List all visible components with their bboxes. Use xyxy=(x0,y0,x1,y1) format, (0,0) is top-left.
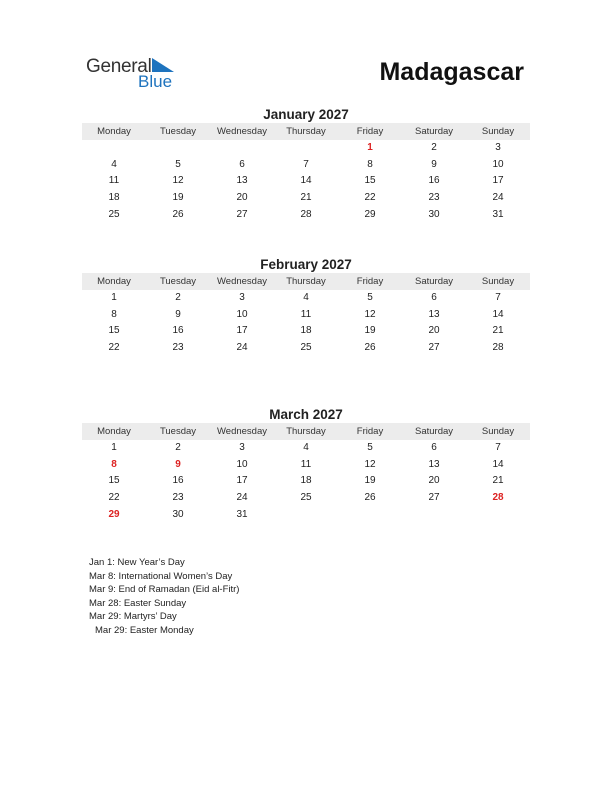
day-cell: 10 xyxy=(492,158,504,170)
week-row xyxy=(82,190,530,207)
day-cell: 24 xyxy=(236,342,248,354)
day-cell: 31 xyxy=(236,508,248,520)
week-row xyxy=(82,490,530,507)
day-cell: 12 xyxy=(364,458,376,470)
month-january xyxy=(82,106,530,223)
day-cell: 7 xyxy=(495,442,501,453)
day-cell: 1 xyxy=(367,142,373,153)
day-cell: 23 xyxy=(172,492,184,504)
weekday-label: Sunday xyxy=(481,426,515,437)
day-cell: 28 xyxy=(300,208,312,220)
day-cell: 29 xyxy=(364,208,376,220)
country-title: Madagascar xyxy=(379,58,524,86)
day-cell: 28 xyxy=(492,492,504,504)
day-cell: 17 xyxy=(236,325,248,337)
day-cell: 20 xyxy=(428,325,440,337)
day-cell: 18 xyxy=(108,192,120,204)
day-cell: 15 xyxy=(108,475,120,487)
holiday-note: Mar 8: International Women’s Day xyxy=(89,570,233,582)
day-cell: 23 xyxy=(172,342,184,354)
day-cell: 4 xyxy=(303,292,309,303)
weekday-label: Wednesday xyxy=(217,426,267,437)
day-cell: 14 xyxy=(492,308,504,320)
generalblue-logo xyxy=(86,56,196,96)
month-march xyxy=(82,406,530,523)
holiday-notes xyxy=(89,556,239,638)
day-cell: 1 xyxy=(111,442,117,453)
day-cell: 11 xyxy=(300,458,312,470)
week-row xyxy=(82,507,530,524)
day-cell: 27 xyxy=(236,208,248,220)
weekday-label: Thursday xyxy=(286,276,326,287)
day-cell: 26 xyxy=(364,492,376,504)
weekday-header xyxy=(82,423,530,440)
day-cell: 26 xyxy=(364,342,376,354)
day-cell: 25 xyxy=(108,208,120,220)
day-cell: 31 xyxy=(492,208,504,220)
day-cell: 16 xyxy=(172,325,184,337)
day-cell: 9 xyxy=(175,458,181,470)
weekday-header xyxy=(82,273,530,290)
day-cell xyxy=(146,140,210,157)
holiday-note: Mar 28: Easter Sunday xyxy=(89,597,187,609)
day-cell: 7 xyxy=(303,158,309,170)
day-cell: 13 xyxy=(428,458,440,470)
weekday-label: Saturday xyxy=(414,126,454,137)
day-cell: 6 xyxy=(239,158,245,170)
day-cell: 17 xyxy=(492,175,504,187)
month-february xyxy=(82,256,530,357)
day-cell: 13 xyxy=(428,308,440,320)
day-cell: 24 xyxy=(492,192,504,204)
weekday-label: Tuesday xyxy=(159,276,197,287)
weekday-header xyxy=(82,123,530,140)
day-cell xyxy=(210,140,274,157)
month-title: March 2027 xyxy=(269,407,343,422)
weekday-label: Wednesday xyxy=(217,126,267,137)
weekday-label: Saturday xyxy=(414,276,454,287)
day-cell: 23 xyxy=(428,192,440,204)
day-cell: 21 xyxy=(492,325,504,337)
day-cell: 19 xyxy=(364,475,376,487)
day-cell xyxy=(82,140,146,157)
weekday-label: Monday xyxy=(97,426,131,437)
day-cell: 14 xyxy=(300,175,312,187)
day-cell xyxy=(466,507,530,524)
day-cell: 18 xyxy=(300,325,312,337)
logo-general-text: General xyxy=(86,56,152,77)
day-cell: 8 xyxy=(111,308,117,320)
day-cell xyxy=(402,507,466,524)
weekday-label: Friday xyxy=(356,426,384,437)
day-cell: 3 xyxy=(239,442,245,453)
day-cell: 13 xyxy=(236,175,248,187)
week-row xyxy=(82,290,530,307)
day-cell: 5 xyxy=(367,292,373,303)
day-cell: 5 xyxy=(367,442,373,453)
week-row xyxy=(82,440,530,457)
day-cell: 22 xyxy=(364,192,376,204)
week-row xyxy=(82,323,530,340)
holiday-note: Mar 29: Martyrs’ Day xyxy=(89,611,177,623)
day-cell: 20 xyxy=(236,192,248,204)
weekday-label: Thursday xyxy=(286,126,326,137)
week-row xyxy=(82,473,530,490)
day-cell: 4 xyxy=(111,158,117,170)
day-cell: 27 xyxy=(428,492,440,504)
week-row xyxy=(82,173,530,190)
week-row xyxy=(82,157,530,174)
day-cell: 21 xyxy=(300,192,312,204)
day-cell: 18 xyxy=(300,475,312,487)
day-cell: 4 xyxy=(303,442,309,453)
logo-blue-text: Blue xyxy=(138,72,173,91)
day-cell: 30 xyxy=(428,208,440,220)
day-cell: 2 xyxy=(175,442,181,453)
day-cell: 6 xyxy=(431,292,437,303)
day-cell: 11 xyxy=(300,308,312,320)
month-title: January 2027 xyxy=(263,107,349,122)
day-cell: 26 xyxy=(172,208,184,220)
week-row xyxy=(82,307,530,324)
holiday-note: Mar 9: End of Ramadan (Eid al-Fitr) xyxy=(89,584,240,596)
day-cell: 7 xyxy=(495,292,501,303)
day-cell: 9 xyxy=(175,308,181,320)
day-cell: 10 xyxy=(236,458,248,470)
day-cell: 8 xyxy=(367,158,373,170)
day-cell: 2 xyxy=(175,292,181,303)
day-cell: 20 xyxy=(428,475,440,487)
day-cell: 29 xyxy=(108,508,120,520)
day-cell: 28 xyxy=(492,342,504,354)
day-cell: 15 xyxy=(364,175,376,187)
week-row xyxy=(82,140,530,157)
day-cell: 25 xyxy=(300,342,312,354)
day-cell: 9 xyxy=(431,158,437,170)
day-cell: 16 xyxy=(172,475,184,487)
day-cell: 3 xyxy=(495,142,501,153)
week-row xyxy=(82,457,530,474)
weekday-label: Thursday xyxy=(286,426,326,437)
day-cell: 27 xyxy=(428,342,440,354)
day-cell: 21 xyxy=(492,475,504,487)
day-cell: 17 xyxy=(236,475,248,487)
week-row xyxy=(82,340,530,357)
holiday-note: Mar 29: Easter Monday xyxy=(95,624,194,636)
day-cell: 12 xyxy=(172,175,184,187)
day-cell: 22 xyxy=(108,342,120,354)
weekday-label: Wednesday xyxy=(217,276,267,287)
day-cell: 1 xyxy=(111,292,117,303)
weekday-label: Sunday xyxy=(481,126,515,137)
weekday-label: Tuesday xyxy=(159,126,197,137)
day-cell xyxy=(274,507,338,524)
day-cell: 16 xyxy=(428,175,440,187)
day-cell: 10 xyxy=(236,308,248,320)
day-cell: 14 xyxy=(492,458,504,470)
weekday-label: Monday xyxy=(97,276,131,287)
month-title: February 2027 xyxy=(260,257,352,272)
day-cell xyxy=(274,140,338,157)
day-cell: 19 xyxy=(364,325,376,337)
day-cell: 2 xyxy=(431,142,437,153)
logo-triangle-icon xyxy=(152,58,176,76)
day-cell: 30 xyxy=(172,508,184,520)
day-cell: 5 xyxy=(175,158,181,170)
day-cell: 25 xyxy=(300,492,312,504)
day-cell: 3 xyxy=(239,292,245,303)
day-cell: 8 xyxy=(111,458,117,470)
weekday-label: Tuesday xyxy=(159,426,197,437)
day-cell: 12 xyxy=(364,308,376,320)
day-cell: 24 xyxy=(236,492,248,504)
weekday-label: Saturday xyxy=(414,426,454,437)
day-cell: 19 xyxy=(172,192,184,204)
weekday-label: Sunday xyxy=(481,276,515,287)
weekday-label: Friday xyxy=(356,276,384,287)
day-cell: 11 xyxy=(108,175,120,187)
weekday-label: Monday xyxy=(97,126,131,137)
day-cell: 6 xyxy=(431,442,437,453)
weekday-label: Friday xyxy=(356,126,384,137)
day-cell xyxy=(338,507,402,524)
day-cell: 15 xyxy=(108,325,120,337)
day-cell: 22 xyxy=(108,492,120,504)
holiday-note: Jan 1: New Year’s Day xyxy=(89,557,185,568)
week-row xyxy=(82,207,530,224)
